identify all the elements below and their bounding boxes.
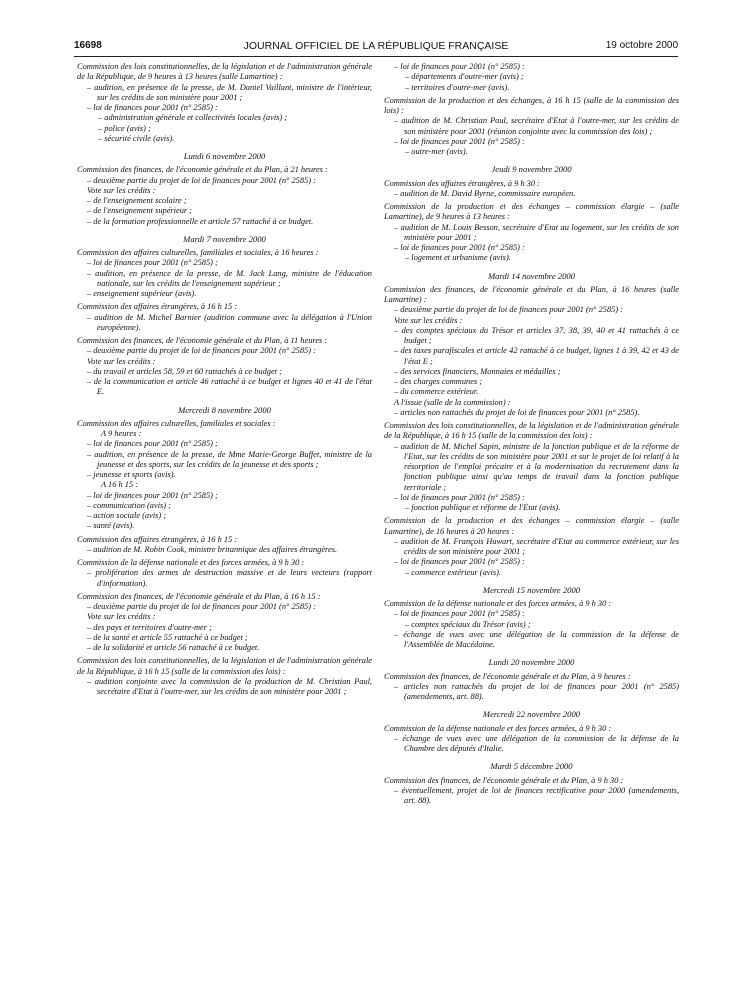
agenda-item: – audition de M. François Huwart, secrétaire d'Etat au commerce extérieur, sur les crédits de son ministère pour 2001 ; <box>394 536 679 556</box>
session-heading: Commission de la production et des échanges – commission élargie – (salle Lamartine), de 16 heures à 20 heures : <box>384 516 679 536</box>
date-heading: Mardi 5 décembre 2000 <box>490 761 573 772</box>
session-heading: Commission de la défense nationale et des forces armées, à 9 h 30 : <box>77 558 305 567</box>
agenda-item: – audition de M. Louis Besson, secrétaire d'Etat au logement, sur les crédits de son ministère pour 2001 ; <box>394 222 679 242</box>
agenda-item: – audition de M. Christian Paul, secrétaire d'Etat à l'outre-mer, sur les crédits de son ministère pour 2001 (réunion conjointe avec la commission des lois) ; <box>394 116 679 136</box>
agenda-item: – deuxième partie du projet de loi de finances pour 2001 (n° 2585) : <box>87 346 316 356</box>
session-heading: Commission des affaires étrangères, à 16 h 15 : <box>77 534 238 544</box>
agenda-item: – éventuellement, projet de loi de finances rectificative pour 2000 (amendements, art. 88). <box>394 785 679 805</box>
agenda-item: – loi de finances pour 2001 (n° 2585) ; <box>87 439 218 449</box>
agenda-item: – du travail et articles 58, 59 et 60 rattachés à ce budget ; <box>87 366 282 376</box>
date-heading: Mercredi 22 novembre 2000 <box>482 709 581 720</box>
agenda-item: – des taxes parafiscales et article 42 rattaché à ce budget, lignes 1 à 39, 42 et 43 de l'état E ; <box>394 346 679 366</box>
time-label: A 16 h 15 : <box>101 480 139 490</box>
agenda-item: – loi de finances pour 2001 (n° 2585) ; <box>87 258 218 268</box>
agenda-item: – loi de finances pour 2001 (n° 2585) : <box>394 62 525 71</box>
session-heading: Commission des finances, de l'économie générale et du Plan, à 9 h 30 : <box>384 775 624 785</box>
journal-title: JOURNAL OFFICIEL DE LA RÉPUBLIQUE FRANÇAISE <box>243 40 509 52</box>
left-column <box>77 62 372 697</box>
agenda-item: – des comptes spéciaux du Trésor et articles 37, 38, 39, 40 et 41 rattachés à ce budget ; <box>394 325 679 345</box>
agenda-subitem: – police (avis) ; <box>98 123 151 133</box>
agenda-subitem: – comptes spéciaux du Trésor (avis) ; <box>405 619 531 629</box>
session-heading: Commission des affaires étrangères, à 16 h 15 : <box>77 302 238 312</box>
agenda-item: – communication (avis) ; <box>87 500 171 510</box>
session-heading: Commission des lois constitutionnelles, de la législation et de l'administration générale de la République, à 16 h 15 (salle de la commission des lois) : <box>77 656 372 676</box>
session-heading: Commission des finances, de l'économie générale et du Plan, à 11 heures : <box>77 336 328 345</box>
date-heading: Mercredi 8 novembre 2000 <box>178 404 271 415</box>
agenda-label: Vote sur les crédits : <box>87 612 156 622</box>
agenda-item: – santé (avis). <box>87 521 135 531</box>
agenda-item: – loi de finances pour 2001 (n° 2585) : <box>394 243 525 252</box>
agenda-item: – loi de finances pour 2001 (n° 2585) : <box>394 609 525 619</box>
agenda-item: – audition de M. Michel Barnier (audition commune avec la délégation à l'Union européenne). <box>87 312 372 332</box>
agenda-label: A l'issue (salle de la commission) : <box>394 397 511 407</box>
agenda-item: – loi de finances pour 2001 (n° 2585) : <box>394 557 525 567</box>
agenda-item: – deuxième partie du projet de loi de finances pour 2001 (n° 2585) : <box>87 175 316 185</box>
agenda-item: – du commerce extérieur. <box>394 387 479 397</box>
agenda-item: – enseignement supérieur (avis). <box>87 289 197 298</box>
date-heading: Mardi 7 novembre 2000 <box>183 233 266 244</box>
agenda-item: – audition conjointe avec la commission de la production de M. Christian Paul, secrétaire d'Etat à l'outre-mer, sur les crédits de son ministère pour 2001 ; <box>87 676 372 696</box>
agenda-item: – de la communication et article 46 rattaché à ce budget et lignes 40 et 41 de l'état E. <box>87 377 372 397</box>
agenda-subitem: – départements d'outre-mer (avis) ; <box>405 72 524 82</box>
agenda-subitem: – logement et urbanisme (avis). <box>405 253 511 263</box>
agenda-item: – audition, en présence de la presse, de Mme Marie-George Buffet, ministre de la jeunesse et des sports, sur les crédits de la jeunesse et des sports ; <box>87 449 372 469</box>
time-label: A 9 heures : <box>101 429 142 438</box>
agenda-item: – audition de M. Robin Cook, ministre britannique des affaires étrangères. <box>87 544 338 554</box>
agenda-subitem: – sécurité civile (avis). <box>98 133 175 143</box>
agenda-label: Vote sur les crédits : <box>394 315 463 325</box>
date-heading: Mercredi 15 novembre 2000 <box>482 584 581 595</box>
session-heading: Commission des lois constitutionnelles, de la législation et de l'administration générale de la République, de 9 heures à 13 heures (salle Lamartine) : <box>77 62 372 82</box>
date-heading: Mardi 14 novembre 2000 <box>488 270 575 281</box>
agenda-item: – de l'enseignement supérieur ; <box>87 206 193 216</box>
agenda-item: – audition, en présence de la presse, de M. Jack Lang, ministre de l'éducation nationale, sur les crédits de l'enseignement supérieur ; <box>87 268 372 288</box>
session-heading: Commission de la production et des échanges – commission élargie – (salle Lamartine), de 9 heures à 13 heures : <box>384 202 679 222</box>
agenda-label: Vote sur les crédits : <box>87 356 156 366</box>
agenda-item: – articles non rattachés du projet de loi de finances pour 2001 (n° 2585) (amendements, art. 88). <box>394 681 679 701</box>
page-number: 16698 <box>74 40 102 51</box>
session-heading: Commission des finances, de l'économie générale et du Plan, à 21 heures : <box>77 165 328 175</box>
agenda-label: Vote sur les crédits : <box>87 185 156 195</box>
agenda-item: – deuxième partie du projet de loi de finances pour 2001 (n° 2585) : <box>394 305 623 315</box>
session-heading: Commission des finances, de l'économie générale et du Plan, à 16 h 15 : <box>77 591 321 601</box>
agenda-item: – de la solidarité et article 56 rattaché à ce budget. <box>87 643 260 652</box>
session-heading: Commission de la défense nationale et des forces armées, à 9 h 30 : <box>384 723 612 733</box>
agenda-item: – de la formation professionnelle et article 57 rattaché à ce budget. <box>87 216 314 226</box>
agenda-item: – loi de finances pour 2001 (n° 2585) : <box>394 492 525 502</box>
date-heading: Lundi 20 novembre 2000 <box>488 657 575 668</box>
session-heading: Commission de la production et des échanges, à 16 h 15 (salle de la commission des lois) : <box>384 95 679 115</box>
agenda-item: – des pays et territoires d'outre-mer ; <box>87 622 212 632</box>
session-heading: Commission des finances, de l'économie générale et du Plan, à 16 heures (salle Lamartine) : <box>384 284 679 304</box>
date-heading: Jeudi 9 novembre 2000 <box>491 164 572 175</box>
agenda-item: – articles non rattachés du projet de loi de finances pour 2001 (n° 2585). <box>394 407 640 417</box>
agenda-item: – audition de M. David Byrne, commissaire européen. <box>394 188 576 198</box>
page-header <box>74 40 678 57</box>
agenda-item: – deuxième partie du projet de loi de finances pour 2001 (n° 2585) : <box>87 602 316 611</box>
session-heading: Commission des affaires culturelles, familiales et sociales, à 16 heures : <box>77 248 319 257</box>
date-heading: Lundi 6 novembre 2000 <box>183 151 266 161</box>
session-heading: Commission des lois constitutionnelles, de la législation et de l'administration générale de la République, à 16 h 15 (salle de la commission des lois) : <box>384 421 679 441</box>
session-heading: Commission de la défense nationale et des forces armées, à 9 h 30 : <box>384 599 612 608</box>
agenda-item: – loi de finances pour 2001 (n° 2585) : <box>394 136 525 146</box>
agenda-item: – jeunesse et sports (avis). <box>87 470 176 479</box>
agenda-item: – de l'enseignement scolaire ; <box>87 196 187 205</box>
session-heading: Commission des affaires culturelles, familiales et sociales : <box>77 418 276 428</box>
agenda-item: – échange de vues avec une délégation de la commission de la défense de la Chambre des députés d'Italie. <box>394 733 679 753</box>
agenda-item: – audition, en présence de la presse, de M. Daniel Vaillant, ministre de l'intérieur, sur les crédits de son ministère pour 2001 ; <box>87 82 372 102</box>
agenda-subitem: – territoires d'outre-mer (avis). <box>405 82 510 92</box>
agenda-item: – loi de finances pour 2001 (n° 2585) : <box>87 103 218 112</box>
agenda-item: – de la santé et article 55 rattaché à ce budget ; <box>87 632 248 642</box>
agenda-subitem: – commerce extérieur (avis). <box>405 567 501 577</box>
agenda-item: – des services financiers, Monnaies et médailles ; <box>394 366 561 376</box>
right-column <box>384 62 679 806</box>
agenda-subitem: – administration générale et collectivités locales (avis) ; <box>98 113 288 123</box>
agenda-subitem: – outre-mer (avis). <box>405 147 468 156</box>
agenda-subitem: – fonction publique et réforme de l'Etat (avis). <box>405 503 561 512</box>
agenda-item: – des charges communes ; <box>394 377 483 386</box>
agenda-item: – prolifération des armes de destruction massive et de leurs vecteurs (rapport d'information). <box>87 568 372 588</box>
agenda-item: – échange de vues avec une délégation de la commission de la défense de l'Assemblée de Macédoine. <box>394 629 679 649</box>
agenda-item: – loi de finances pour 2001 (n° 2585) ; <box>87 490 218 500</box>
agenda-item: – audition de M. Michel Sapin, ministre de la fonction publique et de la réforme de l'Etat, sur les crédits de son ministère pour 2001 et sur le projet de loi relatif à la résorption de l'emploi précaire et à la modernisation du recrutement dans la fonction publique ainsi qu'au temps de travail dans la fonction publique territoriale ; <box>394 441 679 492</box>
issue-date: 19 octobre 2000 <box>605 40 678 51</box>
agenda-item: – action sociale (avis) ; <box>87 511 167 520</box>
session-heading: Commission des finances, de l'économie générale et du Plan, à 9 heures : <box>384 671 631 681</box>
session-heading: Commission des affaires étrangères, à 9 h 30 : <box>384 178 540 188</box>
